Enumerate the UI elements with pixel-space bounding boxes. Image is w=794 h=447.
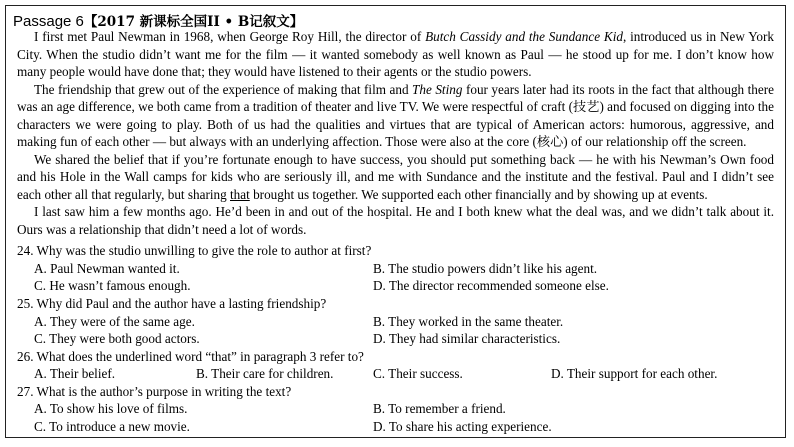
q27-option-d[interactable]: D. To share his acting experience. [373, 419, 552, 434]
paragraph-2-text-b: four years later had its roots in the fact that although there was an age difference, we both came from a tradition of theater and live TV. We were respectful of craft (技艺) and focused on digging into the characters we were going to play. Both of us had the qualities and virtues that are typical of American actors: humorous, aggressive, and making fun of each other — but always with an underlying affection. Those were also at the core (核心) of our relationship off the screen. [17, 81, 775, 149]
q24-option-d[interactable]: D. The director recommended someone else. [373, 278, 609, 293]
q24-option-a[interactable]: A. Paul Newman wanted it. [34, 261, 180, 276]
paragraph-3-text-a: We shared the belief that if you’re fortunate enough to have success, you should put something back — he with his Newman’s Own food and his Hole in the Wall camps for kids who are seriously ill, and me with Sundance and the institute and the festival. Paul and I didn’t see each other all that regularly, but sharing [17, 151, 774, 202]
q27-option-b[interactable]: B. To remember a friend. [373, 401, 506, 416]
passage-source: 【2017 新课标全国II • B记叙文】 [83, 14, 304, 30]
q26-option-a[interactable]: A. Their belief. [34, 366, 116, 381]
q25-option-c[interactable]: C. They were both good actors. [34, 331, 200, 346]
q25-option-d[interactable]: D. They had similar characteristics. [373, 331, 561, 346]
q26-option-c[interactable]: C. Their success. [373, 366, 463, 381]
paragraph-1 [17, 28, 774, 81]
question-26-stem: 26. What does the underlined word “that” in paragraph 3 refer to? [17, 349, 364, 364]
passage-text [17, 28, 774, 238]
paragraph-3 [17, 151, 774, 204]
paragraph-4: I last saw him a few months ago. He’d been in and out of the hospital. He and I both knew what the deal was, and we didn’t talk about it. Ours was a relationship that didn’t need a lot of words. [17, 204, 774, 237]
paragraph-2 [17, 81, 774, 151]
q26-option-d[interactable]: D. Their support for each other. [551, 366, 718, 381]
q26-option-b[interactable]: B. Their care for children. [196, 366, 334, 381]
film-title-butch-cassidy: Butch Cassidy and the Sundance Kid [425, 29, 623, 44]
paragraph-2-text-a: The friendship that grew out of the experience of making that film and [34, 81, 413, 97]
q27-option-a[interactable]: A. To show his love of films. [34, 401, 188, 416]
question-25-stem: 25. Why did Paul and the author have a lasting friendship? [17, 296, 327, 311]
q25-option-b[interactable]: B. They worked in the same theater. [373, 314, 564, 329]
paragraph-1-text-b: , introduced us in New York City. When the studio didn’t want me for the film — it wanted somebody as well known as Paul — he stood up for me. I don’t know how many people would have done that; they would have listened to their agents or the studio powers. [17, 29, 774, 79]
q24-option-b[interactable]: B. The studio powers didn’t like his agent. [373, 261, 598, 276]
passage-label: Passage 6 [13, 13, 84, 30]
film-title-the-sting: The Sting [412, 81, 463, 97]
paragraph-3-text-b: brought us together. We supported each other financially and by showing up at events. [249, 186, 708, 202]
underlined-word-that: that [230, 186, 250, 202]
q24-option-c[interactable]: C. He wasn’t famous enough. [34, 278, 191, 293]
question-24-stem: 24. Why was the studio unwilling to give the role to author at first? [17, 243, 372, 258]
question-27-stem: 27. What is the author’s purpose in writing the text? [17, 384, 292, 399]
q27-option-c[interactable]: C. To introduce a new movie. [34, 419, 190, 434]
paragraph-1-text-a: I first met Paul Newman in 1968, when George Roy Hill, the director of [34, 29, 426, 44]
q25-option-a[interactable]: A. They were of the same age. [34, 314, 195, 329]
